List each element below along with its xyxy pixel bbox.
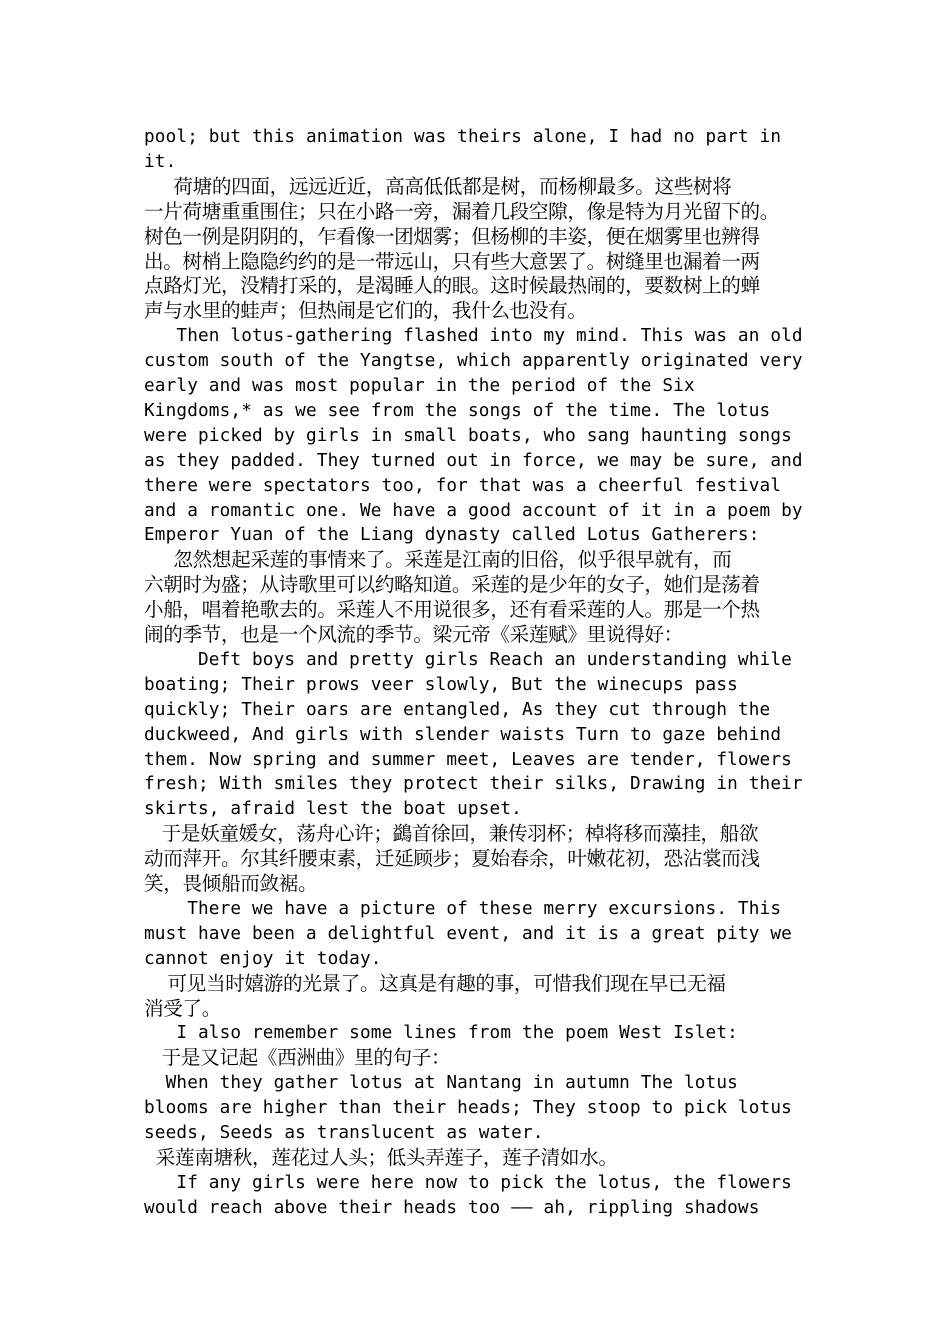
chinese-text-line: 点路灯光，没精打采的，是渴睡人的眼。这时候最热闹的，要数树上的蝉 — [144, 274, 760, 298]
chinese-text-line: 一片荷塘重重围住；只在小路一旁，漏着几段空隙，像是特为月光留下的。 — [144, 199, 780, 223]
english-text-line: I also remember some lines from the poem West Islet: — [144, 1023, 738, 1044]
chinese-text-line: 小船，唱着艳歌去的。采莲人不用说很多，还有看采莲的人。那是一个热 — [144, 598, 760, 622]
english-text-line: boating; Their prows veer slowly, But the winecups pass — [144, 674, 738, 695]
english-text-line: quickly; Their oars are entangled, As they cut through the — [144, 699, 771, 720]
english-text-line: and a romantic one. We have a good account of it in a poem by — [144, 500, 803, 521]
english-text-line: them. Now spring and summer meet, Leaves are tender, flowers — [144, 749, 792, 770]
english-text-line: Deft boys and pretty girls Reach an understanding while — [144, 649, 792, 670]
english-text-line: as they padded. They turned out in force, we may be sure, and — [144, 450, 803, 471]
chinese-text-line: 出。树梢上隐隐约约的是一带远山，只有些大意罢了。树缝里也漏着一两 — [144, 249, 760, 273]
chinese-text-line: 闹的季节，也是一个风流的季节。梁元帝《采莲赋》里说得好： — [144, 623, 683, 646]
chinese-text-line: 忽然想起采莲的事情来了。采莲是江南的旧俗，似乎很早就有，而 — [144, 548, 732, 572]
english-text-line: cannot enjoy it today. — [144, 948, 382, 969]
english-text-line: Then lotus-gathering flashed into my mind. This was an old — [144, 326, 803, 347]
english-text-line: there were spectators too, for that was a cheerful festival — [144, 475, 782, 496]
english-text-line: fresh; With smiles they protect their silks, Drawing in their — [144, 774, 803, 795]
chinese-text-line: 采莲南塘秋，莲花过人头；低头弄莲子，莲子清如水。 — [144, 1145, 618, 1169]
english-text-line: duckweed, And girls with slender waists Turn to gaze behind — [144, 724, 782, 745]
english-text-line: pool; but this animation was theirs alone, I had no part in — [144, 127, 782, 147]
chinese-text-line: 树色一例是阴阴的，乍看像一团烟雾；但杨柳的丰姿，便在烟雾里也辨得 — [144, 224, 760, 248]
english-text-line: If any girls were here now to pick the lotus, the flowers — [144, 1172, 792, 1193]
english-text-line: There we have a picture of these merry excursions. This — [144, 898, 782, 919]
chinese-text-line: 于是妖童媛女，荡舟心许；鷁首徐回，兼传羽杯；棹将移而藻挂，船欲 — [144, 822, 759, 846]
english-text-line: it. — [144, 151, 177, 172]
english-text-line: custom south of the Yangtse, which apparently originated very — [144, 351, 803, 372]
english-text-line: were picked by girls in small boats, who sang haunting songs — [144, 425, 792, 446]
english-text-line: early and was most popular in the period of the Six — [144, 376, 695, 396]
english-text-line: would reach above their heads too —— ah, rippling shadows — [144, 1197, 760, 1218]
chinese-text-line: 六朝时为盛；从诗歌里可以约略知道。采莲的是少年的女子，她们是荡着 — [144, 573, 760, 597]
english-text-line: must have been a delightful event, and it is a great pity we — [144, 923, 792, 944]
english-text-line: seeds, Seeds as translucent as water. — [144, 1123, 544, 1143]
chinese-text-line: 于是又记起《西洲曲》里的句子： — [144, 1046, 451, 1070]
chinese-text-line: 荷塘的四面，远远近近，高高低低都是树，而杨柳最多。这些树将 — [144, 174, 732, 198]
english-text-line: Kingdoms,* as we see from the songs of the time. The lotus — [144, 400, 771, 421]
chinese-text-line: 消受了。 — [144, 996, 221, 1020]
english-text-line: blooms are higher than their heads; They stoop to pick lotus — [144, 1098, 792, 1119]
chinese-text-line: 笑，畏倾船而敛裾。 — [144, 872, 318, 895]
chinese-text-line: 动而萍开。尔其纤腰束素，迁延顾步；夏始春余，叶嫩花初，恐沾裳而浅 — [144, 847, 760, 871]
english-text-line: Emperor Yuan of the Liang dynasty called Lotus Gatherers: — [144, 525, 760, 546]
chinese-text-line: 声与水里的蛙声；但热闹是它们的，我什么也没有。 — [144, 299, 587, 323]
english-text-line: skirts, afraid lest the boat upset. — [144, 799, 522, 820]
english-text-line: When they gather lotus at Nantang in autumn The lotus — [144, 1073, 738, 1094]
chinese-text-line: 可见当时嬉游的光景了。这真是有趣的事，可惜我们现在早已无福 — [144, 971, 726, 995]
